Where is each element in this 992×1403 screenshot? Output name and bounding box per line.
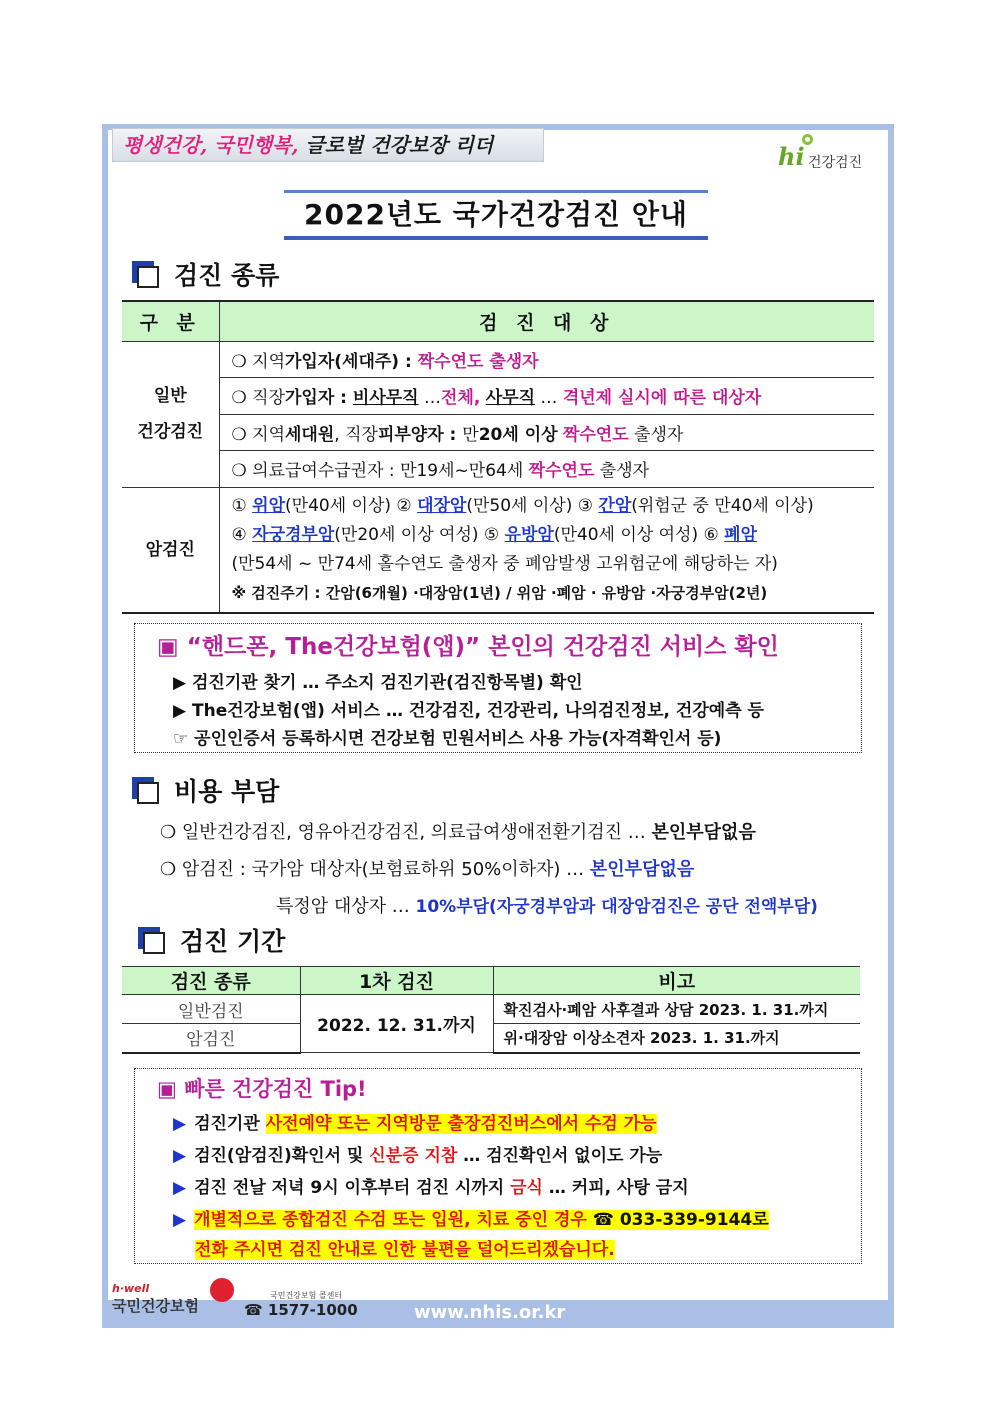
tip-line: ▶ 개별적으로 종합검진 수검 또는 입원, 치료 중인 경우 ☎ 033-339-9144로 [173,1210,769,1230]
cancer-checkup-detail: ① 위암(만40세 이상) ② 대장암(만50세 이상) ③ 간암(위험군 중 만40세 이상) ④ 자궁경부암(만20세 이상 여성) ⑤ 유방암(만40세 이상 여성) ⑥ 폐암 (만54세 ~ 만74세 홀수연도 출생자 중 폐암발생 고위험군에 해당하는 자) ※ 검진주기 : 간암(6개월) ·대장암(1년) / 위암 ·폐암 · 유방암 ·자궁경부암(2년) [219,487,874,613]
page-title: 2022년도 국가건강검진 안내 [284,190,708,240]
triangle-bullet-icon: ▶ [173,1178,187,1198]
slogan-banner [112,128,544,162]
tip-box-heading: ▣ 빠른 건강검진 Tip! [157,1077,367,1101]
app-service-box [134,623,862,753]
col-header-kind: 검진 종류 [122,967,300,995]
call-center [244,1290,358,1319]
app-box-line: ☞ 공인인증서 등록하시면 건강보험 민원서비스 사용 가능(자격확인서 등) [173,729,722,749]
slogan-part1: 평생건강, 국민행복, [123,133,306,157]
section-heading-cost [132,772,279,808]
logo-hi: hi [778,142,805,171]
checkup-period-table [122,966,860,1054]
hi-checkup-logo [778,132,878,172]
row-workplace-subscriber: ❍ 직장가입자 : 비사무직 …전체, 사무직 … 격년제 실시에 따른 대상자 [219,378,874,415]
triangle-bullet-icon: ▶ [173,1114,187,1134]
app-box-heading: ▣ “핸드폰, The건강보험(앱)” 본인의 건강검진 서비스 확인 [157,634,779,660]
app-box-line: ▶ 검진기관 찾기 … 주소지 검진기관(검진항목별) 확인 [173,673,583,693]
col-header-note: 비고 [493,967,860,995]
call-center-label: 국민건강보험 콜센터 [270,1291,343,1300]
cost-line-general: ❍ 일반건강검진, 영유아건강검진, 의료급여생애전환기검진 … 본인부담없음 [160,822,756,843]
section-heading-period [138,922,285,958]
website-link[interactable]: www.nhis.or.kr [414,1302,566,1323]
heart-icon [210,1278,234,1302]
phone-icon: ☎ [244,1301,268,1319]
hwell-text: h·well [112,1282,150,1295]
table-row [122,414,874,451]
period-note-2: 위·대장암 이상소견자 2023. 1. 31.까지 [493,1024,860,1053]
col-header-first: 1차 검진 [300,967,493,995]
triangle-bullet-icon: ▶ [173,1210,187,1230]
row-medical-aid: ❍ 의료급여수급권자 : 만19세~만64세 짝수연도 출생자 [219,451,874,488]
section-heading-types [132,256,279,292]
tip-line: ▶ 검진기관 사전예약 또는 지역방문 출장검진버스에서 수검 가능 [173,1114,657,1134]
triangle-bullet-icon: ▶ [173,1146,187,1166]
table-row [122,341,874,378]
table-row [122,378,874,415]
section-title: 비용 부담 [174,777,280,806]
slogan-part2: 글로벌 건강보장 리더 [305,133,494,157]
section-square-icon [132,261,160,287]
nhis-logo [112,1282,232,1318]
table-row [122,487,874,613]
table-row [122,451,874,488]
col-header-category: 구 분 [122,301,219,341]
checkup-types-table [122,300,874,614]
app-box-line: ▶ The건강보험(앱) 서비스 … 건강검진, 건강관리, 나의검진정보, 건강예측 등 [173,701,764,721]
tip-line: ▶ 검진(암검진)확인서 및 신분증 지참 … 검진확인서 없이도 가능 [173,1146,663,1166]
tip-line: ▶ 검진 전날 저녁 9시 이후부터 검진 시까지 금식 … 커피, 사탕 금지 [173,1178,689,1198]
row-household-dependent: ❍ 지역세대원, 직장피부양자 : 만20세 이상 짝수연도 출생자 [219,414,874,451]
period-kind-general: 일반검진 [122,995,300,1024]
org-name: 국민건강보험 [112,1297,199,1315]
col-header-target: 검 진 대 상 [219,301,874,341]
section-title: 검진 기간 [180,927,286,956]
section-title: 검진 종류 [174,261,280,290]
section-square-icon [138,927,166,953]
section-square-icon [132,777,160,803]
cost-line-cancer: ❍ 암검진 : 국가암 대상자(보험료하위 50%이하자) … 본인부담없음 [160,859,695,880]
logo-text: 건강검진 [808,155,863,171]
cost-line-specific: 특정암 대상자 … 10%부담(자궁경부암과 대장암검진은 공단 전액부담) [276,896,818,917]
general-checkup-label: 일반 건강검진 [122,341,219,487]
cancer-checkup-label: 암검진 [122,487,219,613]
period-note-1: 확진검사·폐암 사후결과 상담 2023. 1. 31.까지 [493,995,860,1024]
tip-line: 전화 주시면 검진 안내로 인한 불편을 덜어드리겠습니다. [195,1240,615,1260]
period-kind-cancer: 암검진 [122,1024,300,1053]
tip-box [134,1068,862,1264]
table-row [122,995,860,1024]
call-center-phone: ☎ 1577-1000 [244,1301,358,1319]
row-local-household-head: ❍ 지역가입자(세대주) : 짝수연도 출생자 [219,341,874,378]
period-first-date: 2022. 12. 31.까지 [300,995,493,1053]
